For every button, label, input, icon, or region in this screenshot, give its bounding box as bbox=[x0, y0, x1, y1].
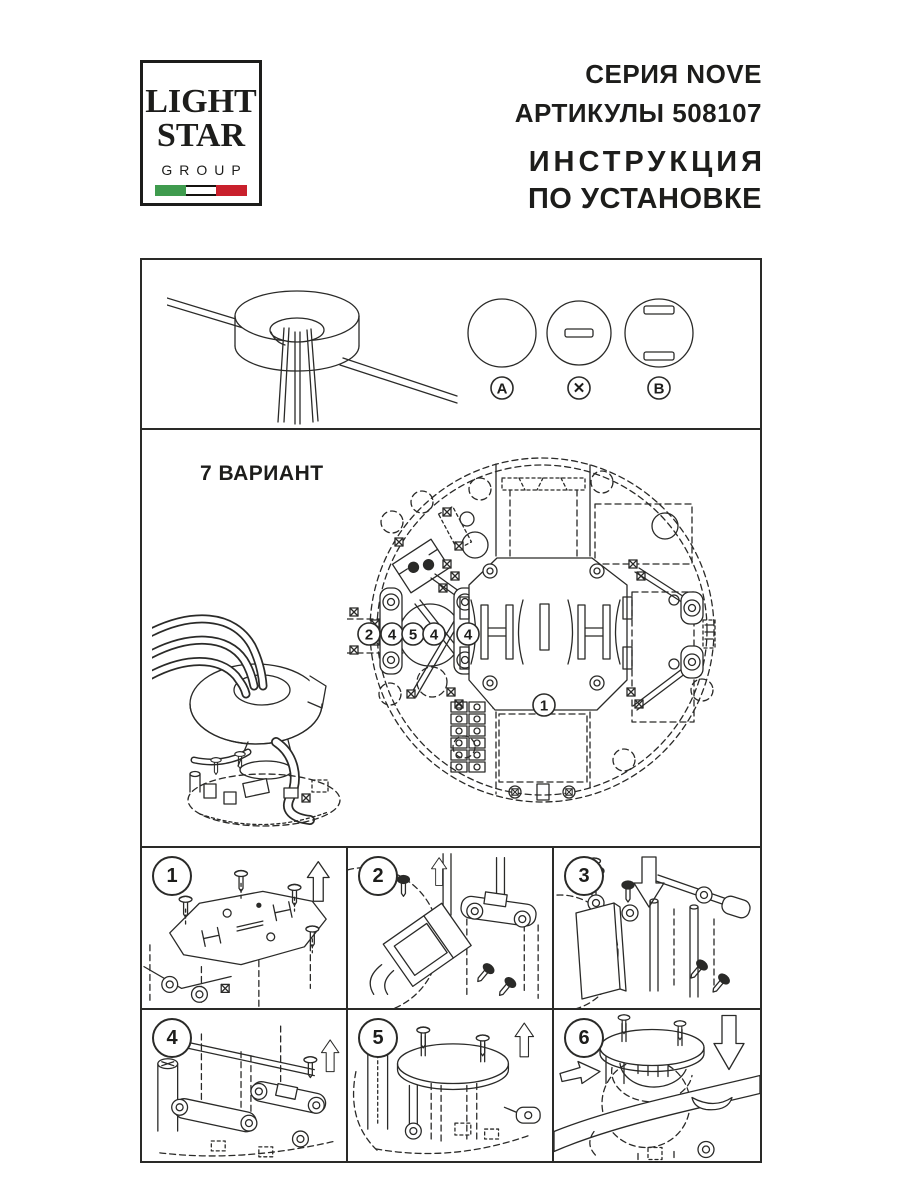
step-cell-2 bbox=[348, 848, 554, 1010]
variant-panel bbox=[140, 428, 762, 848]
angled-bracket bbox=[383, 903, 471, 986]
tools-panel bbox=[140, 258, 762, 430]
svg-text:4: 4 bbox=[429, 626, 439, 644]
callout-2 bbox=[358, 623, 380, 645]
logo-line-3: GROUP bbox=[161, 162, 248, 178]
tool-label-a bbox=[491, 377, 513, 399]
svg-text:✕: ✕ bbox=[572, 380, 586, 397]
svg-text:A: A bbox=[496, 380, 508, 398]
callout-1 bbox=[533, 694, 555, 716]
screwdriver-head-types bbox=[457, 270, 717, 420]
svg-text:B: B bbox=[653, 380, 665, 398]
big-down-arrow bbox=[714, 1016, 744, 1070]
side-arrow bbox=[560, 1062, 600, 1084]
flag-white bbox=[186, 185, 217, 196]
flag-red bbox=[216, 185, 247, 196]
callout-4a bbox=[381, 623, 403, 645]
step-number: 3 bbox=[564, 856, 604, 896]
svg-text:4: 4 bbox=[463, 626, 473, 644]
tool-label-x bbox=[568, 377, 590, 399]
ceiling-canopy-drawing bbox=[167, 272, 459, 427]
svg-text:4: 4 bbox=[387, 626, 397, 644]
tool-head-slot bbox=[547, 301, 611, 365]
step-cell-5 bbox=[348, 1010, 554, 1161]
step-number: 4 bbox=[152, 1018, 192, 1058]
svg-text:5: 5 bbox=[408, 626, 418, 644]
callout-5 bbox=[402, 623, 424, 645]
step-number: 6 bbox=[564, 1018, 604, 1058]
articles-title: АРТИКУЛЫ 508107 bbox=[514, 98, 762, 128]
instruction-title-line1: ИНСТРУКЦИЯ bbox=[528, 146, 766, 178]
flag-green bbox=[155, 185, 186, 196]
step-number: 1 bbox=[152, 856, 192, 896]
mounting-plate-diagram bbox=[347, 442, 767, 842]
svg-text:1: 1 bbox=[539, 697, 549, 715]
logo-line-1: LIGHT bbox=[145, 83, 257, 120]
title-block bbox=[332, 58, 766, 218]
callout-4b bbox=[423, 623, 445, 645]
step-number: 5 bbox=[358, 1018, 398, 1058]
svg-text:2: 2 bbox=[364, 626, 374, 644]
step-cell-1 bbox=[142, 848, 348, 1010]
series-title: СЕРИЯ NOVE bbox=[585, 59, 762, 89]
tool-head-b bbox=[625, 299, 693, 367]
step-cell-3 bbox=[554, 848, 760, 1010]
tool-label-b bbox=[648, 377, 670, 399]
instruction-title-line2: ПО УСТАНОВКЕ bbox=[527, 183, 762, 215]
variant-title: 7 ВАРИАНТ bbox=[200, 462, 324, 485]
steps-grid bbox=[140, 846, 762, 1163]
wires-through-ring-drawing bbox=[152, 602, 374, 834]
tool-head-a bbox=[468, 299, 536, 367]
logo-line-2: STAR bbox=[156, 117, 246, 154]
lightstar-logo bbox=[140, 60, 262, 206]
italian-flag bbox=[155, 185, 247, 196]
callout-4c bbox=[457, 623, 479, 645]
step-number: 2 bbox=[358, 856, 398, 896]
step-cell-4 bbox=[142, 1010, 348, 1161]
step-cell-6 bbox=[554, 1010, 760, 1161]
